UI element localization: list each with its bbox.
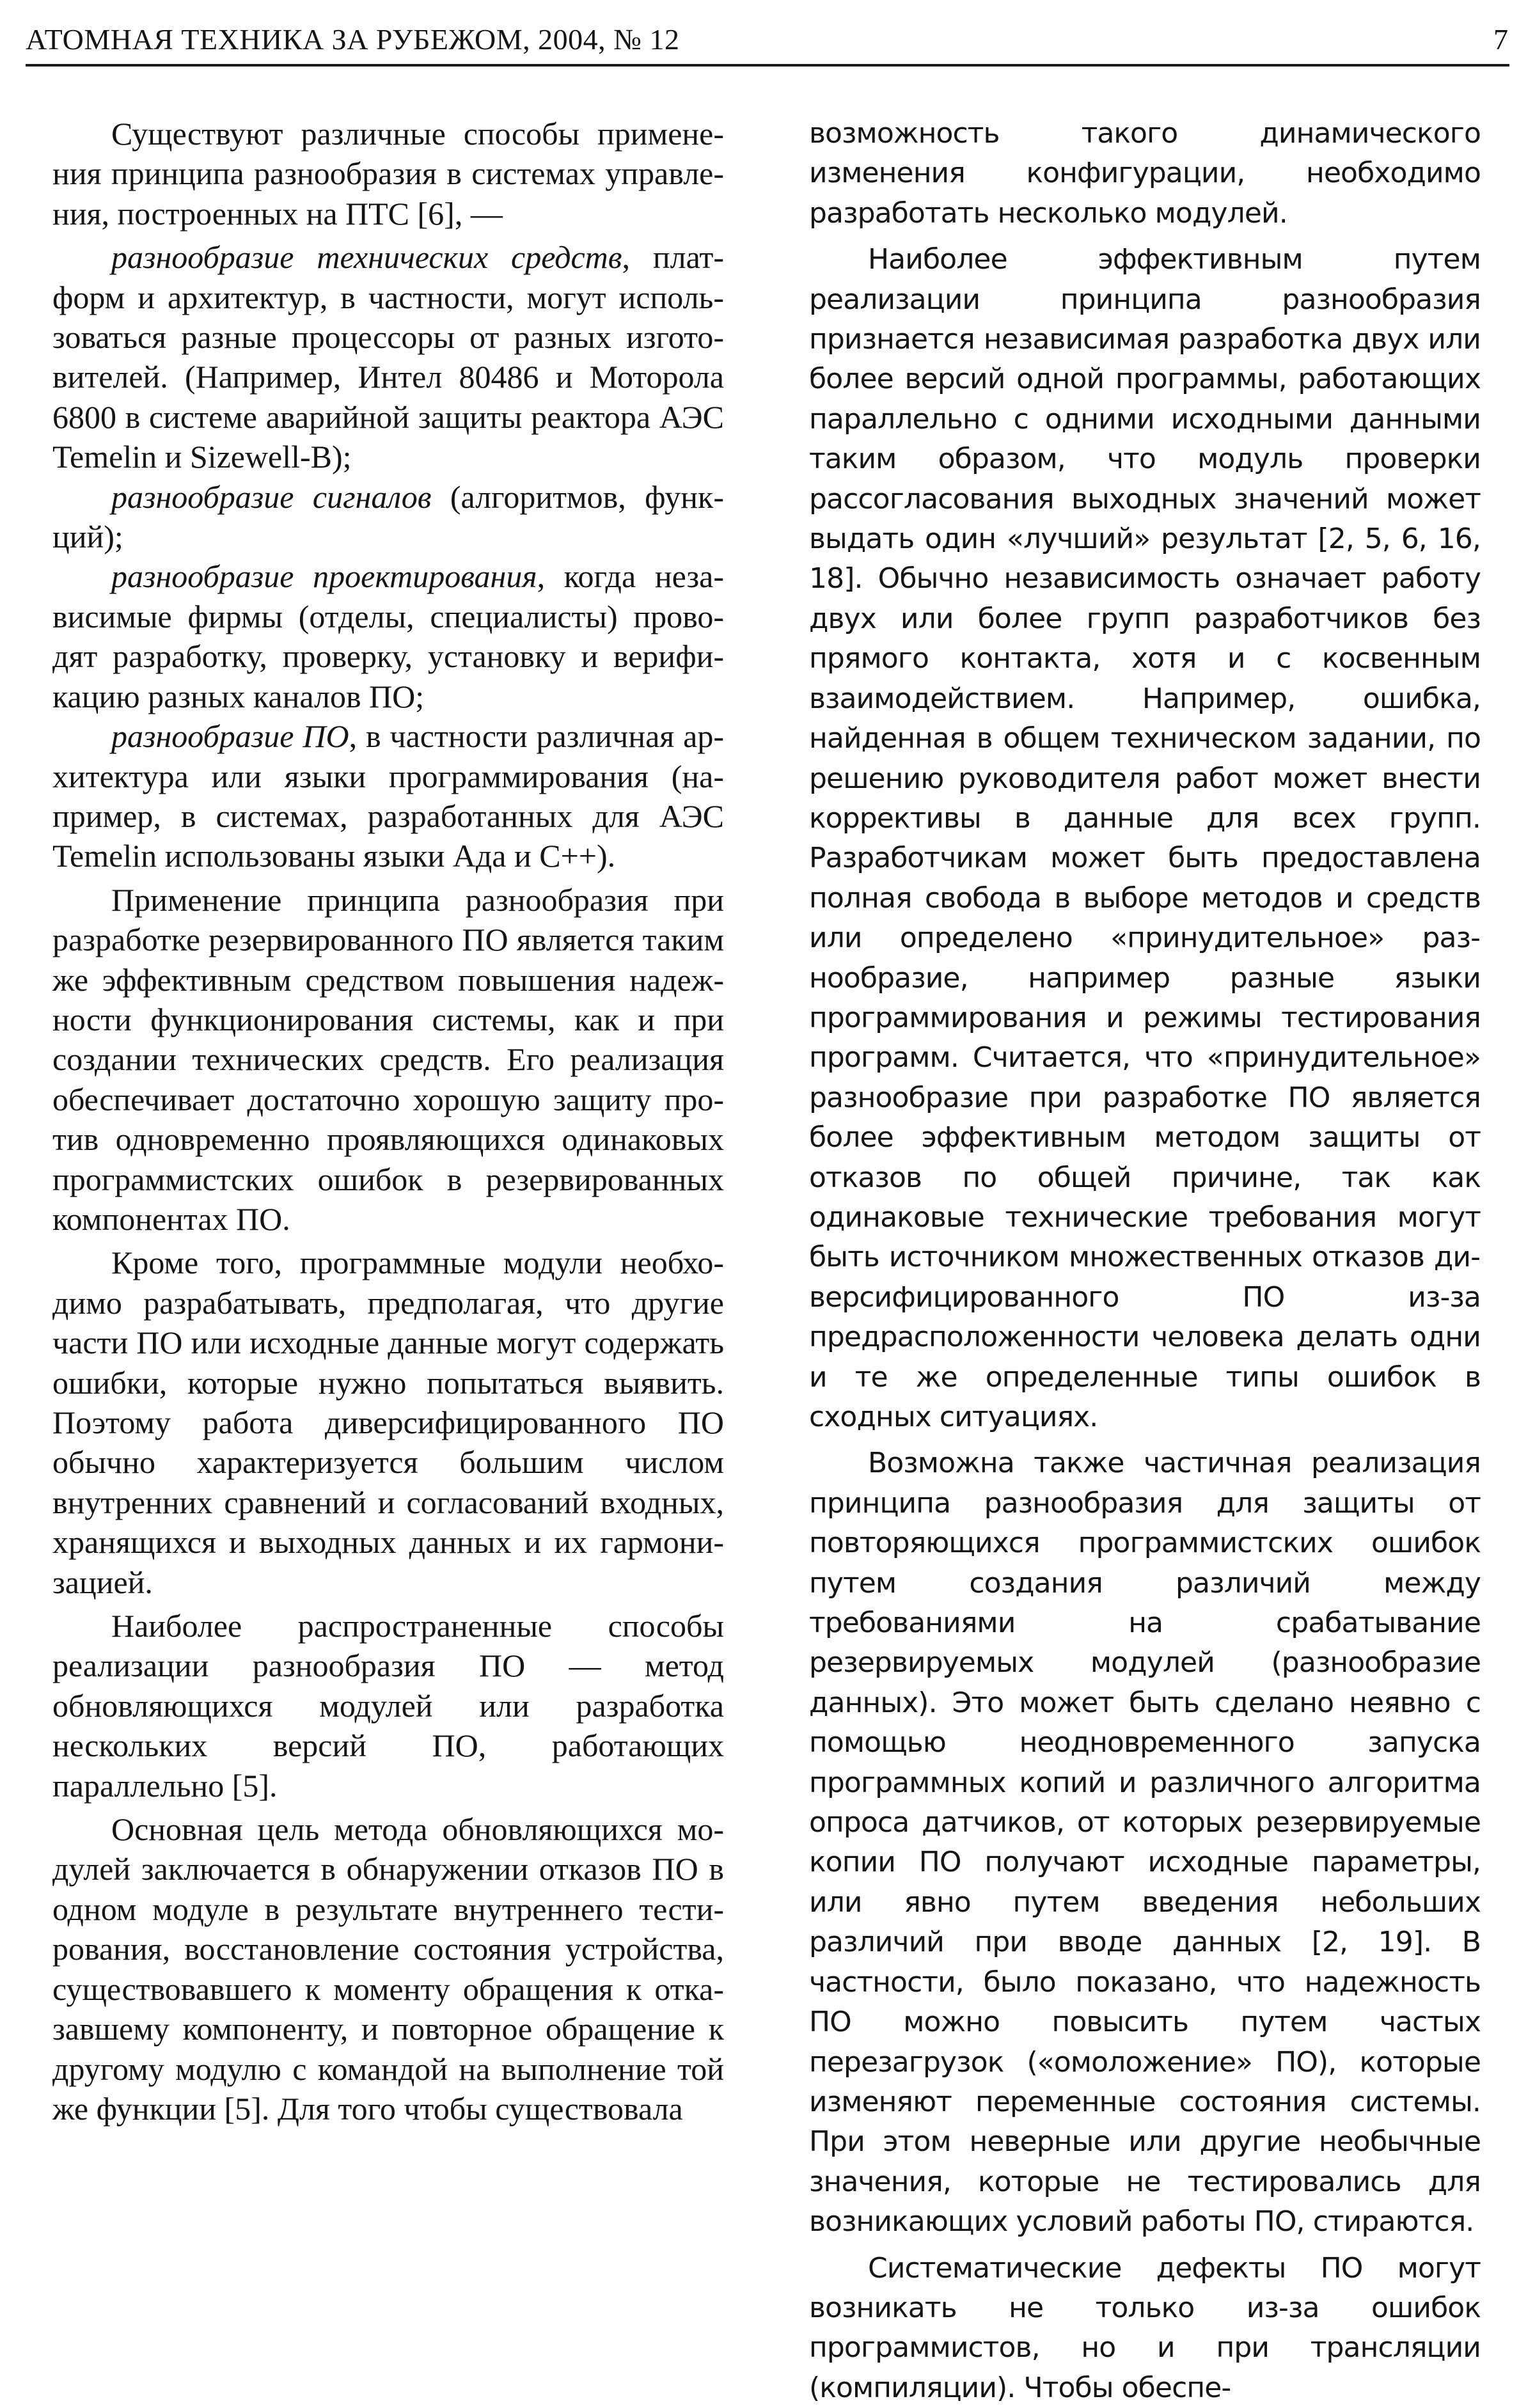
list-item-term: разнообразие технических средств bbox=[111, 239, 622, 276]
list-item bbox=[52, 556, 724, 716]
paragraph: Основная цель метода обновляющихся модулей заключается в обнаружении отказов ПО в одном модуле в результате внутреннего тестирования, восстановление состояния устройства, существовавшего к моменту обращения к отказавшему компоненту, и повторное обращение к другому модулю с командой на выполнение той же функции [5]. Для того чтобы существовала bbox=[52, 1811, 724, 2127]
paragraph: Систематические дефекты ПО могут возникать не только из-за ошибок программистов, но и при трансляции (компиляции). Чтобы обеспе- bbox=[809, 2251, 1481, 2404]
paragraph: Применение принципа разнообразия при разработке резервированного ПО является таким же эффективным средством повышения надежности функционирования системы, как и при создании технических средств. Его реализация обеспечивает достаточно хорошую защиту против одновременно проявляющихся одинаковых программистских ошибок в резервированных компонентах ПО. bbox=[52, 881, 724, 1237]
list-item-term: разнообразие ПО bbox=[111, 718, 349, 755]
paragraph: Кроме того, программные модули необходимо разрабатывать, предполагая, что другие части ПО или исходные данные могут содержать ошибки, которые нужно попытаться выявить. Поэтому работа диверсифицированного ПО обычно характеризуется большим числом внутренних сравнений и согласований входных, хранящихся и выходных данных и их гармонизацией. bbox=[52, 1245, 724, 1600]
page-number: 7 bbox=[1493, 23, 1508, 56]
list-item-text: , когда независимые фирмы (отделы, специалисты) проводят разработку, проверку, установку и верификацию разных каналов ПО; bbox=[52, 558, 725, 714]
list-item bbox=[52, 716, 724, 876]
paragraph: Существуют различные способы применения принципа разнообразия в системах управления, построенных на ПТС [6], — bbox=[52, 116, 724, 232]
paragraph: возможность такого динамического изменения конфигурации, необходимо разработать несколько модулей. bbox=[809, 117, 1481, 230]
paragraph: Наиболее распространенные способы реализации разнообразия ПО — метод обновляющихся модулей или разработка нескольких версий ПО, работающих параллельно [5]. bbox=[52, 1608, 724, 1804]
list-item-text: , в частности различная архитектура или языки программирования (например, в системах, разработанных для АЭС Temelin использованы языки Ада и С++). bbox=[52, 718, 724, 874]
list-item bbox=[52, 237, 724, 476]
list-item-text: (алгоритмов, функций); bbox=[52, 478, 724, 555]
list-item-text: , платформ и архитектур, в частности, могут использоваться разные процессоры от разных изготовителей. (Например, Интел 80486 и Моторола 6800 в системе аварийной защиты реактора АЭС Temelin и Sizewell-B); bbox=[52, 239, 724, 475]
journal-title: АТОМНАЯ ТЕХНИКА ЗА РУБЕЖОМ, 2004, № 12 bbox=[26, 23, 680, 56]
paragraph: Возможна также частичная реализация принципа разнообразия для защиты от повторяющихся программистских ошибок путем создания различий между требованиями на срабатывание резервируемых модулей (разнообразие данных). Это может быть сделано неявно с помощью неодновременного запуска программных копий и различного алгоритма опроса датчиков, от которых резервируемые копии ПО получают исходные параметры, или явно путем введения небольших различий при вводе данных [2, 19]. В частности, было показано, что надежность ПО можно повысить путем частых перезагрузок («омоложение» ПО), которые изменяют переменные состояния системы. При этом неверные или другие необычные значения, которые не тестировались для возникающих условий работы ПО, стираются. bbox=[809, 1447, 1481, 2239]
running-header bbox=[26, 24, 1509, 67]
list-item-term: разнообразие проектирования bbox=[111, 558, 537, 595]
list-item-term: разнообразие сигналов bbox=[111, 478, 432, 515]
right-column bbox=[809, 114, 1481, 2408]
left-column bbox=[52, 114, 724, 2129]
paragraph: Наиболее эффективным путем реализации принципа разнообразия признается независимая разработка двух или более версий одной программы, работающих параллельно с одними исходными данными таким образом, что модуль проверки рассогласования выходных значений может выдать один «лучший» результат [2, 5, 6, 16, 18]. Обычно независимость означает работу двух или более групп разработчиков без прямого контакта, хотя и с косвенным взаимодействием. Например, ошибка, найденная в общем техническом задании, по решению руководителя работ может внести коррективы в данные для всех групп. Разработчикам может быть предоставлена полная свобода в выборе методов и средств или определено «принудительное» разнообразие, например разные языки программирования и режимы тестирования программ. Считается, что «принудительное» разнообразие при разработке ПО является более эффективным методом защиты от отказов по общей причине, так как одинаковые технические требования могут быть источником множественных отказов диверсифицированного ПО из-за предрасположенности человека делать одни и те же определенные типы ошибок в сходных ситуациях. bbox=[809, 243, 1481, 1433]
list-item bbox=[52, 477, 724, 557]
